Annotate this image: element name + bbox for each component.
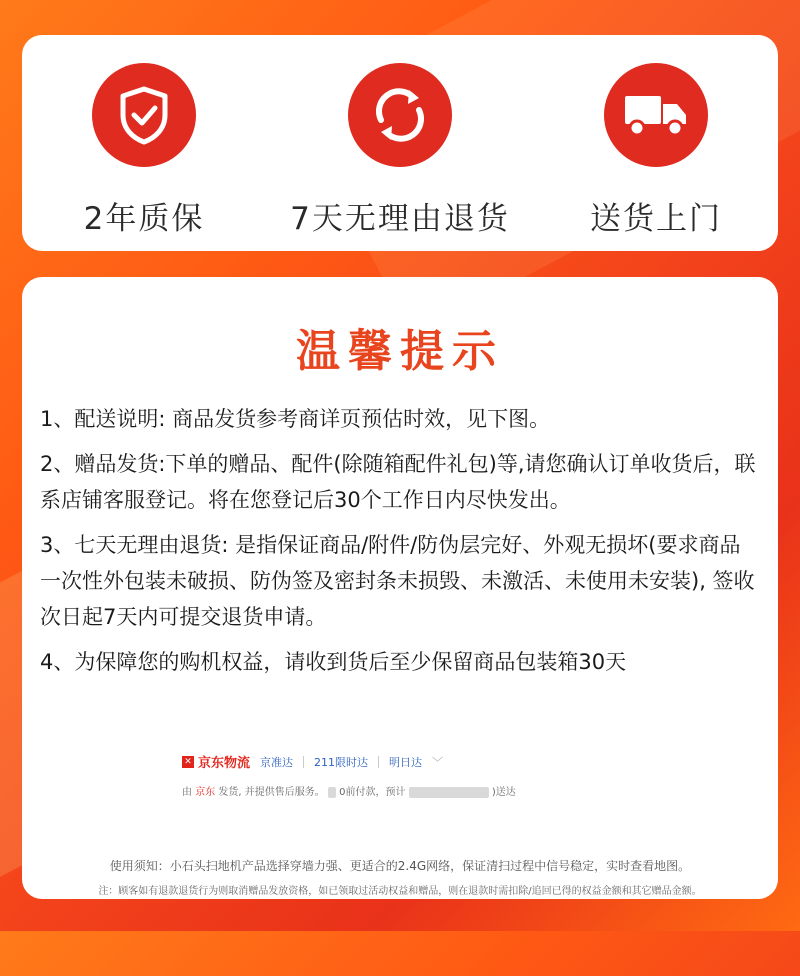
shipping-info-snippet <box>182 752 582 812</box>
feature-return <box>290 63 510 238</box>
tips-title: 温馨提示 <box>296 326 504 377</box>
refresh-cycle-icon <box>348 63 452 167</box>
delivery-truck-icon <box>604 63 708 167</box>
shield-check-icon <box>92 63 196 167</box>
shipping-brand: 京东 <box>195 787 216 798</box>
shipping-end: )送达 <box>491 787 516 798</box>
chevron-down-icon: ﹀ <box>432 755 444 769</box>
shipping-detail <box>182 783 582 798</box>
usage-notice: 使用须知：小石头扫地机产品选择穿墙力强、更适合的2.4G网络，保证清扫过程中信号稳定，实时查看地图。 <box>109 859 691 873</box>
shipping-part2: 0前付款，预计 <box>339 787 406 798</box>
jd-logo-text: 京东物流 <box>198 756 251 771</box>
tips-list <box>40 401 760 680</box>
shipping-prefix: 由 <box>182 787 192 798</box>
divider <box>303 756 304 768</box>
service-card <box>22 35 778 251</box>
feature-label: 7天无理由退货 <box>290 201 510 237</box>
feature-warranty <box>34 63 254 238</box>
shipping-tags-row <box>182 752 582 771</box>
tip-item: 4、为保障您的购机权益，请收到货后至少保留商品包装箱30天 <box>40 650 627 674</box>
jd-logo-icon: ✕ <box>182 756 194 768</box>
shipping-mid: 发货, 并提供售后服务。 <box>218 787 325 798</box>
shipping-tag: 京准达 <box>260 755 294 769</box>
divider <box>378 756 379 768</box>
gift-notice: 注：顾客如有退款退货行为则取消赠品发放资格，如已领取过活动权益和赠品，则在退款时需扣除/追回已得的权益金额和其它赠品金额。 <box>98 886 702 897</box>
redacted-text <box>328 787 336 798</box>
feature-delivery <box>546 63 766 238</box>
shipping-tag: 明日达 <box>389 755 423 769</box>
jd-logistics-logo <box>182 752 250 771</box>
feature-label: 送货上门 <box>590 201 722 237</box>
feature-label: 2年质保 <box>83 201 205 237</box>
tip-item: 3、七天无理由退货: 是指保证商品/附件/防伪层完好、外观无损坏(要求商品一次性外包装未破损、防伪签及密封条未损毁、未激活、未使用未安装), 签收次日起7天内可提交退货申请。 <box>40 533 755 629</box>
tips-card <box>22 277 778 899</box>
shipping-tag: 211限时达 <box>314 755 369 769</box>
redacted-text <box>409 787 489 798</box>
tip-item: 2、赠品发货:下单的赠品、配件(除随箱配件礼包)等,请您确认订单收货后，联系店铺客服登记。将在您登记后30个工作日内尽快发出。 <box>40 452 756 512</box>
tip-item: 1、配送说明: 商品发货参考商详页预估时效，见下图。 <box>40 407 551 431</box>
